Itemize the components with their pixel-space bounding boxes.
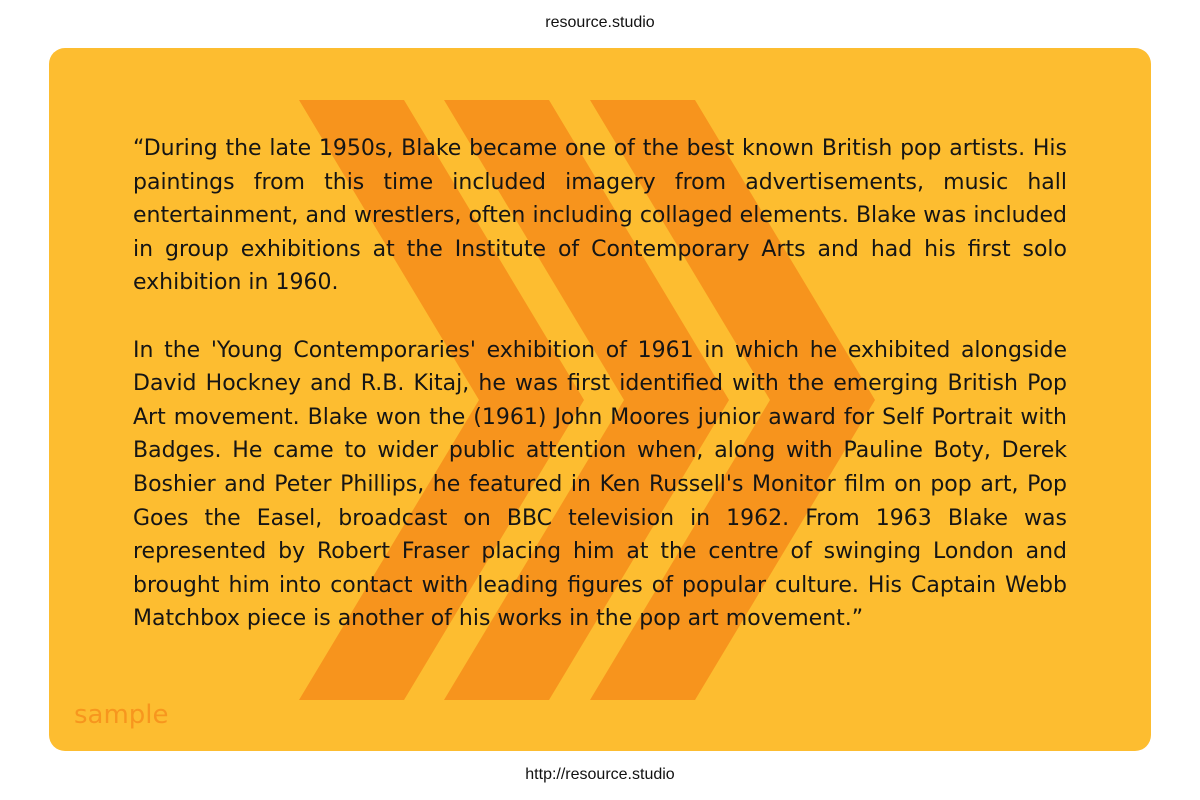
site-header-title: resource.studio: [545, 14, 655, 31]
quote-paragraph-2: In the 'Young Contemporaries' exhibition of 1961 in which he exhibited alongside David Hockney and R.B. Kitaj, he was first identified with the emerging British Pop Art movement. Blake won the (1961) John Moores junior award for Self Portrait with Badges. He came to wider public attention when, along with Pauline Boty, Derek Boshier and Peter Phillips, he featured in Ken Russell's Monitor film on pop art, Pop Goes the Easel, broadcast on BBC television in 1962. From 1963 Blake was represented by Robert Fraser placing him at the centre of swinging London and brought him into contact with leading figures of popular culture. His Captain Webb Matchbox piece is another of his works in the pop art movement.”: [133, 337, 1067, 632]
quote-paragraph-1: “During the late 1950s, Blake became one of the best known British pop artists. His paintings from this time included imagery from advertisements, music hall entertainment, and wrestlers, often including collaged elements. Blake was included in group exhibitions at the Institute of Contemporary Arts and had his first solo exhibition in 1960.: [133, 136, 1067, 296]
sample-watermark: sample: [74, 700, 169, 730]
quote-card: [49, 48, 1151, 751]
quote-text: [133, 132, 1067, 636]
site-footer-url[interactable]: http://resource.studio: [525, 766, 675, 783]
